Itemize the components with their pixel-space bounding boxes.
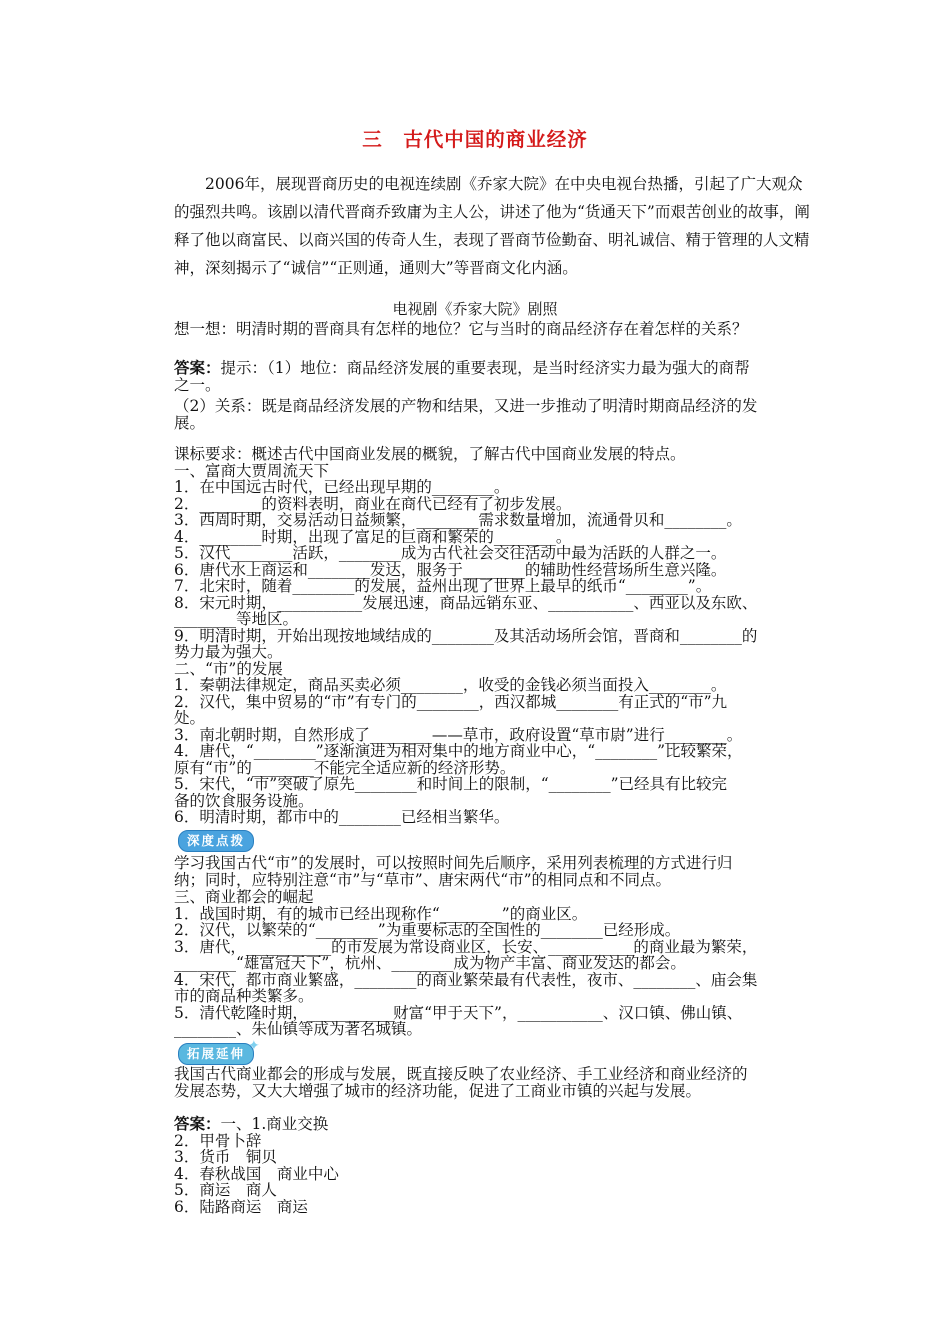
answer-line (174, 360, 814, 377)
intro-paragraph: 2006年，展现晋商历史的电视连续剧《乔家大院》在中央电视台热播，引起了广大观众的强烈共鸣。该剧以清代晋商乔致庸为主人公，讲述了他为“货通天下”而艰苦创业的故事，阐释了他以商富民、以商兴国的传奇人生，表现了晋商节俭勤奋、明礼诚信、精于管理的人文精神，深刻揭示了“诚信”“正则通，通则大”等晋商文化内涵。 (174, 175, 810, 277)
answer-label: 答案： (174, 1115, 221, 1133)
list-item: 4．唐代，“________”逐渐演进为相对集中的地方商业中心，“________”比较繁荣， (174, 742, 743, 760)
sparkle-icon: ✦ (248, 1038, 260, 1054)
answer-item: 2．甲骨卜辞 (174, 1131, 262, 1150)
list-item: 原有“市”的________不能完全适应新的经济形势。 (174, 758, 516, 777)
page-title: 三 古代中国的商业经济 (362, 128, 588, 151)
list-item: 5．汉代________活跃，________成为古代社会交往活动中最为活跃的人群之一。 (174, 544, 727, 562)
list-item: ________、朱仙镇等成为著名城镇。 (174, 1020, 423, 1038)
answer-line: 展。 (174, 414, 206, 432)
answer-line: （2）关系：既是商品经济发展的产物和结果，又进一步推动了明清时期商品经济的发 (174, 397, 758, 415)
list-item: 4．宋代，都市商业繁盛，________的商业繁荣最有代表性，夜市、________、庙会集 (174, 970, 758, 989)
deep-tip-text (174, 855, 814, 888)
list-item: 势力最为强大。 (174, 643, 283, 661)
list-item: 8．宋元时期，___________发展迅速，商品远销东亚、___________、西亚以及东欧、 (174, 593, 758, 612)
think-question: 想一想：明清时期的晋商具有怎样的地位？它与当时的商品经济存在着怎样的关系？ (174, 320, 748, 338)
answer-item: 6．陆路商运 商运 (174, 1197, 308, 1216)
list-item: 处。 (174, 709, 206, 727)
answer-label: 答案： (174, 359, 221, 377)
list-item: 1．战国时期，有的城市已经出现称作“________”的商业区。 (174, 904, 588, 923)
image-caption: 电视剧《乔家大院》剧照 (392, 300, 558, 318)
list-item: ________等地区。 (174, 610, 299, 628)
list-item: 9．明清时期，开始出现按地域结成的________及其活动场所会馆，晋商和________的 (174, 626, 758, 645)
list-item: 2．汉代，以繁荣的“________”为重要标志的全国性的________已经形成。 (174, 921, 681, 939)
answer-text: 提示：（1）地位：商品经济发展的重要表现，是当时经济实力最为强大的商帮 (220, 359, 750, 377)
list-item: 2．________的资料表明，商业在商代已经有了初步发展。 (174, 494, 572, 513)
list-item: 5．宋代，“市”突破了原先________和时间上的限制，“________”已经具有比较完 (174, 775, 728, 793)
list-item: 7．北宋时，随着________的发展，益州出现了世界上最早的纸币“________”。 (174, 577, 712, 595)
list-item: 4．________时期，出现了富足的巨商和繁荣的________。 (174, 527, 572, 546)
answer-line (174, 1116, 814, 1133)
section-heading: 三、商业都会的崛起 (174, 888, 314, 906)
list-item: 市的商品种类繁多。 (174, 987, 314, 1005)
section-3-list (174, 889, 814, 1038)
list-item: 课标要求：概述古代中国商业发展的概貌，了解古代中国商业发展的特点。 (174, 445, 686, 463)
section-heading: 二、“市”的发展 (174, 659, 283, 678)
tip-line: 学习我国古代“市”的发展时，可以按照时间先后顺序，采用列表梳理的方式进行归 (174, 854, 733, 872)
list-item: 6．明清时期，都市中的________已经相当繁华。 (174, 808, 510, 826)
answer-text: 一、1.商业交换 (220, 1115, 329, 1133)
tip-line: 纳；同时，应特别注意“市”与“草市”、唐宋两代“市”的相同点和不同点。 (174, 870, 672, 889)
list-item: 3．唐代，___________的市发展为常设商业区，长安、___________的商业最为繁荣， (174, 937, 758, 956)
answer-line: 之一。 (174, 376, 221, 394)
tip-line: 发展态势，又大大增强了城市的经济功能，促进了工商业市镇的兴起与发展。 (174, 1081, 702, 1100)
list-item: 2．汉代，集中贸易的“市”有专门的________，西汉都城________有正式的“市”九 (174, 692, 728, 711)
answer-item: 5．商运 商人 (174, 1181, 277, 1199)
extension-text (174, 1066, 814, 1099)
section-heading: 一、富商大贾周流天下 (174, 461, 330, 480)
extension-badge: 拓展延伸 (178, 1043, 254, 1065)
answer-block-1 (174, 360, 814, 432)
list-item: 1．在中国远古时代，已经出现早期的________。 (174, 478, 510, 496)
list-item: 6．唐代水上商运和________发达，服务于________的辅助性经营场所生意兴隆。 (174, 560, 727, 579)
tip-line: 我国古代商业都会的形成与发展，既直接反映了农业经济、手工业经济和商业经济的 (174, 1065, 748, 1083)
list-item: 5．清代乾隆时期，___________财富“甲于天下”，___________、汉口镇、佛山镇、 (174, 1003, 743, 1022)
list-item: 3．南北朝时期，自然形成了________——草市，政府设置“草市尉”进行________。 (174, 725, 743, 744)
deep-tip-badge: 深度点拨 (178, 830, 254, 852)
answer-item: 4．春秋战国 商业中心 (174, 1164, 339, 1183)
list-item: 备的饮食服务设施。 (174, 791, 314, 810)
list-item: 3．西周时期，交易活动日益频繁，________需求数量增加，流通骨贝和________。 (174, 511, 742, 529)
list-item: 1．秦朝法律规定，商品买卖必须________，收受的金钱必须当面投入________。 (174, 676, 727, 694)
answer-block-2 (174, 1116, 814, 1215)
answer-item: 3．货币 铜贝 (174, 1148, 277, 1166)
list-item: ________“雄富冠天下”，杭州、________成为物产丰富、商业发达的都会。 (174, 954, 686, 972)
section-1-list (174, 446, 814, 826)
